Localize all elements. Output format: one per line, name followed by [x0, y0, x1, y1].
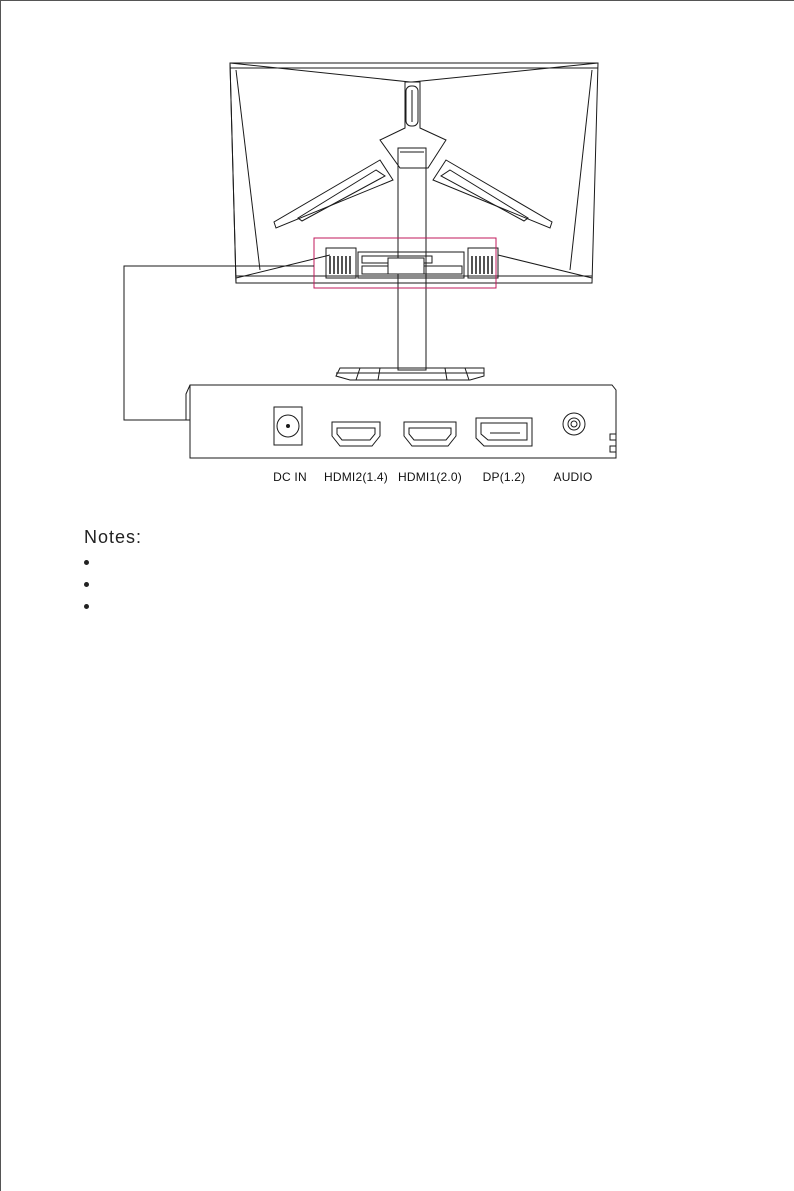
displayport-port — [476, 418, 532, 446]
audio-port — [563, 413, 585, 435]
hdmi1-port — [404, 422, 456, 446]
displayport-label: DP(1.2) — [482, 470, 526, 484]
io-panel-zoomed — [186, 385, 616, 458]
notes-bullet-1 — [84, 560, 89, 565]
notes-title: Notes: — [84, 527, 143, 547]
rear-port-cluster — [326, 248, 498, 278]
hdmi2-port — [332, 422, 380, 446]
monitor-rear-diagram — [0, 0, 794, 500]
stand-mount — [274, 82, 552, 228]
notes-bullet-2 — [84, 582, 89, 587]
callout-leader-line — [124, 266, 314, 420]
dc-in-label: DC IN — [273, 470, 307, 484]
audio-label: AUDIO — [553, 470, 593, 484]
hdmi1-label: HDMI1(2.0) — [397, 470, 463, 484]
notes-bullet-3 — [84, 604, 89, 609]
hdmi2-label: HDMI2(1.4) — [323, 470, 389, 484]
monitor-back-panel — [230, 63, 598, 283]
dc-in-port — [274, 407, 302, 445]
